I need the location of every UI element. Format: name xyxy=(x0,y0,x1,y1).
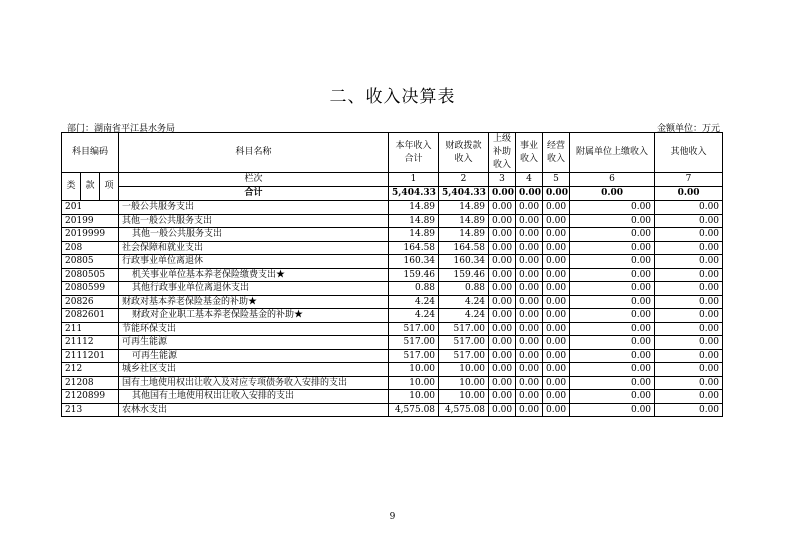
row-other: 0.00 xyxy=(655,201,723,215)
row-business: 0.00 xyxy=(516,228,543,242)
row-affiliate: 0.00 xyxy=(570,322,655,336)
row-code: 20805 xyxy=(62,255,119,269)
row-affiliate: 0.00 xyxy=(570,214,655,228)
row-upper: 0.00 xyxy=(489,403,516,417)
row-total: 14.89 xyxy=(389,201,439,215)
row-other: 0.00 xyxy=(655,363,723,377)
row-other: 0.00 xyxy=(655,268,723,282)
row-name: 社会保障和就业支出 xyxy=(119,241,389,255)
income-table xyxy=(61,132,723,417)
row-upper: 0.00 xyxy=(489,336,516,350)
row-other: 0.00 xyxy=(655,349,723,363)
row-other: 0.00 xyxy=(655,255,723,269)
total-other: 0.00 xyxy=(655,187,723,201)
col-number-4: 4 xyxy=(516,173,543,187)
row-name: 可再生能源 xyxy=(119,349,389,363)
row-code: 201 xyxy=(62,201,119,215)
row-affiliate: 0.00 xyxy=(570,201,655,215)
table-row xyxy=(62,336,723,350)
row-fiscal: 4.24 xyxy=(439,295,489,309)
table-row xyxy=(62,349,723,363)
row-fiscal: 14.89 xyxy=(439,201,489,215)
row-other: 0.00 xyxy=(655,228,723,242)
row-other: 0.00 xyxy=(655,322,723,336)
row-fiscal: 159.46 xyxy=(439,268,489,282)
table-row xyxy=(62,403,723,417)
header-kuan: 款 xyxy=(81,173,100,201)
row-upper: 0.00 xyxy=(489,376,516,390)
col-number-2: 2 xyxy=(439,173,489,187)
col-number-7: 7 xyxy=(655,173,723,187)
row-business: 0.00 xyxy=(516,403,543,417)
row-code: 211 xyxy=(62,322,119,336)
row-business: 0.00 xyxy=(516,295,543,309)
row-upper: 0.00 xyxy=(489,390,516,404)
row-name: 节能环保支出 xyxy=(119,322,389,336)
row-name: 可再生能源 xyxy=(119,336,389,350)
row-operating: 0.00 xyxy=(543,390,570,404)
row-total: 10.00 xyxy=(389,376,439,390)
row-fiscal: 160.34 xyxy=(439,255,489,269)
row-operating: 0.00 xyxy=(543,255,570,269)
row-name: 其他一般公共服务支出 xyxy=(119,214,389,228)
row-code: 2080599 xyxy=(62,282,119,296)
row-operating: 0.00 xyxy=(543,241,570,255)
row-total: 164.58 xyxy=(389,241,439,255)
page-title: 二、收入决算表 xyxy=(329,87,456,107)
header-lanci: 栏次 xyxy=(119,173,389,187)
row-operating: 0.00 xyxy=(543,309,570,323)
row-code: 21208 xyxy=(62,376,119,390)
total-upper: 0.00 xyxy=(489,187,516,201)
table-row xyxy=(62,241,723,255)
table-row xyxy=(62,309,723,323)
row-other: 0.00 xyxy=(655,390,723,404)
row-code: 20199 xyxy=(62,214,119,228)
row-total: 160.34 xyxy=(389,255,439,269)
table-row xyxy=(62,322,723,336)
row-operating: 0.00 xyxy=(543,268,570,282)
row-business: 0.00 xyxy=(516,255,543,269)
header-total: 本年收入合计 xyxy=(389,133,439,173)
row-fiscal: 0.88 xyxy=(439,282,489,296)
row-business: 0.00 xyxy=(516,241,543,255)
row-fiscal: 4,575.08 xyxy=(439,403,489,417)
table-row xyxy=(62,201,723,215)
row-fiscal: 4.24 xyxy=(439,309,489,323)
row-other: 0.00 xyxy=(655,309,723,323)
row-name: 机关事业单位基本养老保险缴费支出★ xyxy=(119,268,389,282)
header-affiliate: 附属单位上缴收入 xyxy=(570,133,655,173)
row-code: 208 xyxy=(62,241,119,255)
row-business: 0.00 xyxy=(516,349,543,363)
department-label: 部门：湖南省平江县水务局 xyxy=(67,124,176,134)
row-code: 21112 xyxy=(62,336,119,350)
row-total: 517.00 xyxy=(389,336,439,350)
table-row xyxy=(62,255,723,269)
row-other: 0.00 xyxy=(655,282,723,296)
row-upper: 0.00 xyxy=(489,214,516,228)
row-total: 4,575.08 xyxy=(389,403,439,417)
total-fiscal: 5,404.33 xyxy=(439,187,489,201)
row-fiscal: 10.00 xyxy=(439,363,489,377)
row-other: 0.00 xyxy=(655,241,723,255)
row-upper: 0.00 xyxy=(489,228,516,242)
row-total: 517.00 xyxy=(389,349,439,363)
row-operating: 0.00 xyxy=(543,228,570,242)
row-name: 城乡社区支出 xyxy=(119,363,389,377)
row-code: 2120899 xyxy=(62,390,119,404)
table-row xyxy=(62,363,723,377)
header-other: 其他收入 xyxy=(655,133,723,173)
row-other: 0.00 xyxy=(655,214,723,228)
row-operating: 0.00 xyxy=(543,363,570,377)
row-upper: 0.00 xyxy=(489,309,516,323)
row-name: 财政对基本养老保险基金的补助★ xyxy=(119,295,389,309)
row-business: 0.00 xyxy=(516,309,543,323)
total-total: 5,404.33 xyxy=(389,187,439,201)
col-number-3: 3 xyxy=(489,173,516,187)
row-total: 10.00 xyxy=(389,363,439,377)
row-business: 0.00 xyxy=(516,390,543,404)
row-upper: 0.00 xyxy=(489,241,516,255)
total-affiliate: 0.00 xyxy=(570,187,655,201)
table-row xyxy=(62,268,723,282)
header-business: 事业收入 xyxy=(516,133,543,173)
row-affiliate: 0.00 xyxy=(570,390,655,404)
row-upper: 0.00 xyxy=(489,322,516,336)
row-upper: 0.00 xyxy=(489,255,516,269)
header-xiang: 项 xyxy=(100,173,119,201)
row-total: 159.46 xyxy=(389,268,439,282)
col-number-6: 6 xyxy=(570,173,655,187)
row-business: 0.00 xyxy=(516,201,543,215)
row-total: 14.89 xyxy=(389,214,439,228)
row-code: 2080505 xyxy=(62,268,119,282)
header-operating: 经营收入 xyxy=(543,133,570,173)
table-row xyxy=(62,214,723,228)
row-business: 0.00 xyxy=(516,363,543,377)
row-affiliate: 0.00 xyxy=(570,349,655,363)
row-fiscal: 517.00 xyxy=(439,336,489,350)
row-affiliate: 0.00 xyxy=(570,282,655,296)
header-heji: 合计 xyxy=(119,187,389,201)
header-name: 科目名称 xyxy=(119,133,389,173)
row-other: 0.00 xyxy=(655,403,723,417)
header-fiscal: 财政拨款收入 xyxy=(439,133,489,173)
row-name: 农林水支出 xyxy=(119,403,389,417)
row-code: 2111201 xyxy=(62,349,119,363)
row-operating: 0.00 xyxy=(543,214,570,228)
row-other: 0.00 xyxy=(655,376,723,390)
row-upper: 0.00 xyxy=(489,201,516,215)
page-number: 9 xyxy=(389,512,396,522)
row-operating: 0.00 xyxy=(543,282,570,296)
row-operating: 0.00 xyxy=(543,376,570,390)
table-row xyxy=(62,282,723,296)
row-total: 517.00 xyxy=(389,322,439,336)
row-operating: 0.00 xyxy=(543,201,570,215)
row-affiliate: 0.00 xyxy=(570,403,655,417)
table-row xyxy=(62,376,723,390)
total-business: 0.00 xyxy=(516,187,543,201)
table-row xyxy=(62,228,723,242)
row-affiliate: 0.00 xyxy=(570,228,655,242)
row-business: 0.00 xyxy=(516,282,543,296)
col-number-5: 5 xyxy=(543,173,570,187)
row-operating: 0.00 xyxy=(543,336,570,350)
row-name: 行政事业单位离退休 xyxy=(119,255,389,269)
row-operating: 0.00 xyxy=(543,349,570,363)
row-code: 2019999 xyxy=(62,228,119,242)
row-name: 国有土地使用权出让收入及对应专项债务收入安排的支出 xyxy=(119,376,389,390)
row-total: 14.89 xyxy=(389,228,439,242)
row-affiliate: 0.00 xyxy=(570,241,655,255)
row-operating: 0.00 xyxy=(543,322,570,336)
row-code: 213 xyxy=(62,403,119,417)
row-name: 其他一般公共服务支出 xyxy=(119,228,389,242)
row-operating: 0.00 xyxy=(543,295,570,309)
row-business: 0.00 xyxy=(516,336,543,350)
row-fiscal: 10.00 xyxy=(439,376,489,390)
row-affiliate: 0.00 xyxy=(570,376,655,390)
row-business: 0.00 xyxy=(516,376,543,390)
header-lei: 类 xyxy=(62,173,81,201)
row-total: 4.24 xyxy=(389,295,439,309)
row-business: 0.00 xyxy=(516,322,543,336)
row-total: 0.88 xyxy=(389,282,439,296)
row-affiliate: 0.00 xyxy=(570,268,655,282)
row-total: 4.24 xyxy=(389,309,439,323)
row-fiscal: 164.58 xyxy=(439,241,489,255)
row-name: 其他国有土地使用权出让收入安排的支出 xyxy=(119,390,389,404)
row-upper: 0.00 xyxy=(489,363,516,377)
table-header xyxy=(62,133,723,201)
row-upper: 0.00 xyxy=(489,268,516,282)
row-upper: 0.00 xyxy=(489,295,516,309)
row-business: 0.00 xyxy=(516,214,543,228)
row-business: 0.00 xyxy=(516,268,543,282)
table-row xyxy=(62,295,723,309)
row-fiscal: 14.89 xyxy=(439,228,489,242)
row-affiliate: 0.00 xyxy=(570,336,655,350)
row-affiliate: 0.00 xyxy=(570,363,655,377)
row-operating: 0.00 xyxy=(543,403,570,417)
col-number-1: 1 xyxy=(389,173,439,187)
header-upper: 上级补助收入 xyxy=(489,133,516,173)
row-affiliate: 0.00 xyxy=(570,255,655,269)
row-affiliate: 0.00 xyxy=(570,309,655,323)
header-code: 科目编码 xyxy=(62,133,119,173)
row-fiscal: 10.00 xyxy=(439,390,489,404)
unit-label: 金额单位：万元 xyxy=(656,124,720,134)
row-upper: 0.00 xyxy=(489,349,516,363)
row-other: 0.00 xyxy=(655,295,723,309)
row-name: 其他行政事业单位离退休支出 xyxy=(119,282,389,296)
row-code: 212 xyxy=(62,363,119,377)
row-name: 一般公共服务支出 xyxy=(119,201,389,215)
total-operating: 0.00 xyxy=(543,187,570,201)
table-body xyxy=(62,201,723,417)
row-code: 2082601 xyxy=(62,309,119,323)
row-upper: 0.00 xyxy=(489,282,516,296)
row-code: 20826 xyxy=(62,295,119,309)
row-affiliate: 0.00 xyxy=(570,295,655,309)
row-name: 财政对企业职工基本养老保险基金的补助★ xyxy=(119,309,389,323)
row-fiscal: 517.00 xyxy=(439,349,489,363)
row-other: 0.00 xyxy=(655,336,723,350)
row-total: 10.00 xyxy=(389,390,439,404)
row-fiscal: 517.00 xyxy=(439,322,489,336)
row-fiscal: 14.89 xyxy=(439,214,489,228)
table-row xyxy=(62,390,723,404)
